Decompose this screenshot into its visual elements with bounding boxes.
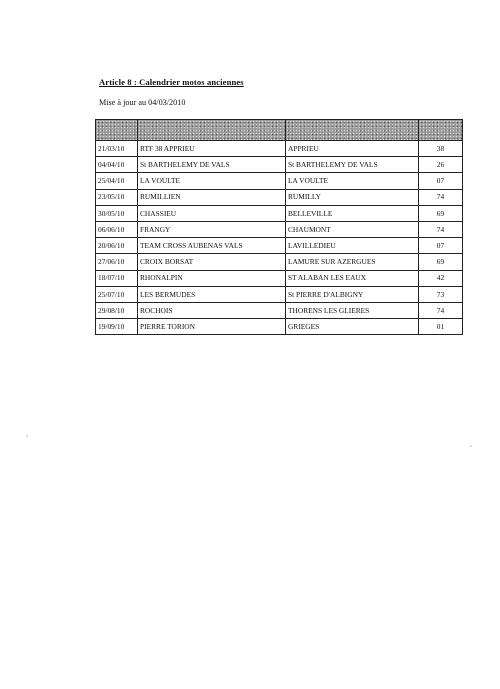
cell-date: 21/03/10 bbox=[96, 141, 138, 157]
cell-lieu: ST ALABAN LES EAUX bbox=[286, 270, 419, 286]
cell-lieu: GRIEGES bbox=[286, 319, 419, 335]
cell-dept: 74 bbox=[419, 302, 463, 318]
cell-dept: 74 bbox=[419, 189, 463, 205]
cell-dept: 01 bbox=[419, 319, 463, 335]
cell-club: FRANGY bbox=[138, 221, 286, 237]
cell-club: LES BERMUDES bbox=[138, 286, 286, 302]
cell-club: RUMILLIEN bbox=[138, 189, 286, 205]
update-date: Mise à jour au 04/03/2010 bbox=[99, 98, 186, 107]
cell-date: 27/06/10 bbox=[96, 254, 138, 270]
cell-lieu: CHAUMONT bbox=[286, 221, 419, 237]
cell-club: ROCHOIS bbox=[138, 302, 286, 318]
cell-date: 30/05/10 bbox=[96, 205, 138, 221]
table-row bbox=[96, 205, 463, 221]
table-row bbox=[96, 238, 463, 254]
table-row bbox=[96, 173, 463, 189]
cell-dept: 26 bbox=[419, 157, 463, 173]
table-row bbox=[96, 157, 463, 173]
header-cell-club bbox=[138, 120, 286, 141]
cell-lieu: RUMILLY bbox=[286, 189, 419, 205]
cell-date: 25/07/10 bbox=[96, 286, 138, 302]
cell-date: 04/04/10 bbox=[96, 157, 138, 173]
table-row bbox=[96, 254, 463, 270]
cell-lieu: LA VOULTE bbox=[286, 173, 419, 189]
cell-lieu: St PIERRE D'ALBIGNY bbox=[286, 286, 419, 302]
table-row bbox=[96, 286, 463, 302]
cell-dept: 74 bbox=[419, 221, 463, 237]
cell-date: 20/06/10 bbox=[96, 238, 138, 254]
cell-date: 23/05/10 bbox=[96, 189, 138, 205]
cell-club: St BARTHELEMY DE VALS bbox=[138, 157, 286, 173]
header-cell-lieu bbox=[286, 120, 419, 141]
cell-club: LA VOULTE bbox=[138, 173, 286, 189]
cell-lieu: LAMURE SUR AZERGUES bbox=[286, 254, 419, 270]
cell-club: PIERRE TORION bbox=[138, 319, 286, 335]
table-row bbox=[96, 302, 463, 318]
cell-dept: 07 bbox=[419, 238, 463, 254]
cell-dept: 38 bbox=[419, 141, 463, 157]
cell-lieu: St BARTHELEMY DE VALS bbox=[286, 157, 419, 173]
table-row bbox=[96, 319, 463, 335]
cell-club: TEAM CROSS AUBENAS VALS bbox=[138, 238, 286, 254]
table-row bbox=[96, 270, 463, 286]
header-cell-dept bbox=[419, 120, 463, 141]
cell-dept: 69 bbox=[419, 254, 463, 270]
cell-lieu: APPRIEU bbox=[286, 141, 419, 157]
cell-club: RHONALPIN bbox=[138, 270, 286, 286]
calendar-table bbox=[95, 119, 463, 335]
cell-club: RTF 38 APPRIEU bbox=[138, 141, 286, 157]
cell-date: 25/04/10 bbox=[96, 173, 138, 189]
cell-lieu: LAVILLEDIEU bbox=[286, 238, 419, 254]
cell-lieu: BELLEVILLE bbox=[286, 205, 419, 221]
cell-date: 18/07/10 bbox=[96, 270, 138, 286]
scan-speck bbox=[470, 445, 472, 447]
cell-dept: 42 bbox=[419, 270, 463, 286]
table-row bbox=[96, 141, 463, 157]
cell-date: 29/08/10 bbox=[96, 302, 138, 318]
cell-dept: 73 bbox=[419, 286, 463, 302]
table-row bbox=[96, 221, 463, 237]
cell-club: CHASSIEU bbox=[138, 205, 286, 221]
header-cell-date bbox=[96, 120, 138, 141]
table-row bbox=[96, 189, 463, 205]
table-header-row bbox=[96, 120, 463, 141]
page-title: Article 8 : Calendrier motos anciennes bbox=[99, 77, 244, 87]
cell-club: CROIX BORSAT bbox=[138, 254, 286, 270]
calendar-body bbox=[96, 120, 463, 335]
cell-dept: 07 bbox=[419, 173, 463, 189]
cell-dept: 69 bbox=[419, 205, 463, 221]
cell-date: 06/06/10 bbox=[96, 221, 138, 237]
cell-date: 19/09/10 bbox=[96, 319, 138, 335]
cell-lieu: THORENS LES GLIERES bbox=[286, 302, 419, 318]
scan-speck bbox=[26, 435, 28, 437]
